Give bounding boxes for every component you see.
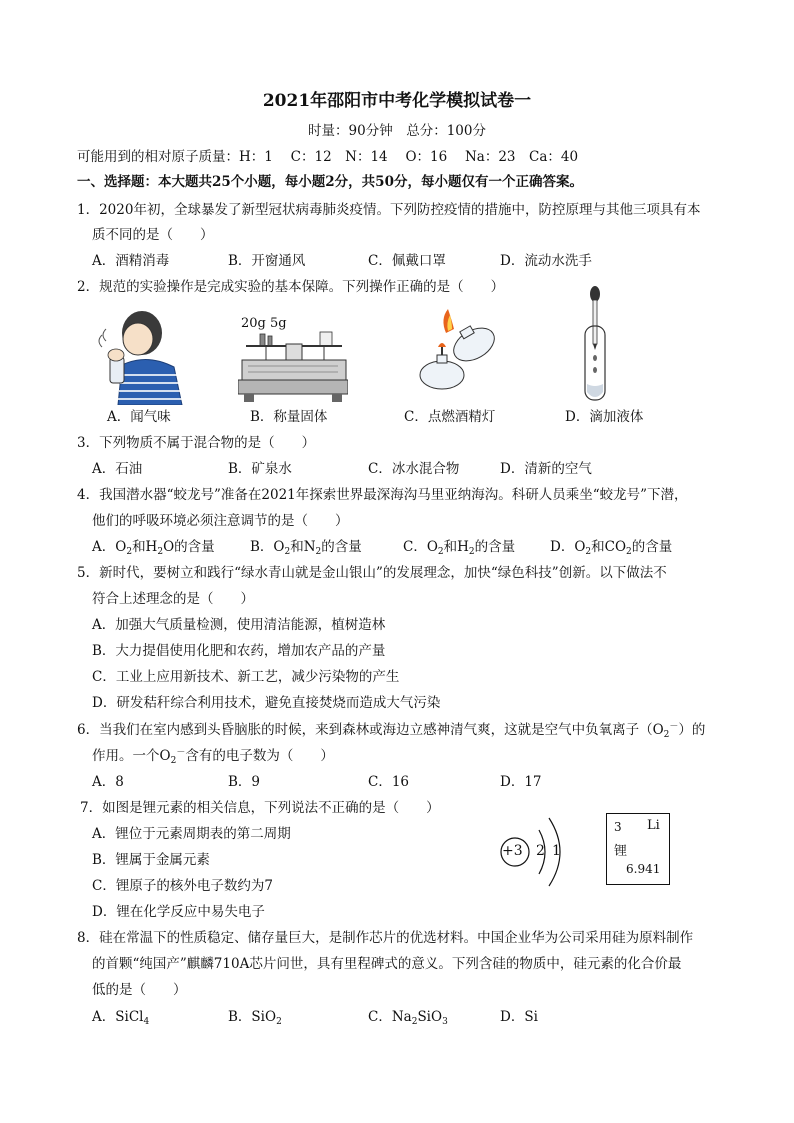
question-5-stem-cont: 符合上述理念的是（ ） xyxy=(92,591,254,607)
q7-option-b[interactable]: B．锂属于金属元素 xyxy=(92,852,210,868)
q6-option-a[interactable]: A．8 xyxy=(92,774,124,790)
q5-option-a[interactable]: A．加强大气质量检测，使用清洁能源，植树造林 xyxy=(92,617,386,633)
question-8-stem: 8．硅在常温下的性质稳定、储存量巨大，是制作芯片的优选材料。中国企业华为公司采用硅为原料制作 xyxy=(77,930,694,946)
q7-option-d[interactable]: D．锂在化学反应中易失电子 xyxy=(92,904,265,920)
q5-option-d[interactable]: D．研发秸秆综合利用技术，避免直接焚烧而造成大气污染 xyxy=(92,695,441,711)
q6-option-b[interactable]: B．9 xyxy=(228,774,261,790)
q4-option-b[interactable]: B．$O_2$和$N_2$的含量 xyxy=(250,539,362,557)
q3-option-d[interactable]: D．清新的空气 xyxy=(500,461,592,477)
element-atomic-number: 3 xyxy=(614,820,622,834)
element-atomic-mass: 6.941 xyxy=(626,862,661,876)
shell-1-electrons: 2 xyxy=(536,843,545,859)
q3-option-b[interactable]: B．矿泉水 xyxy=(228,461,292,477)
question-1-stem-cont: 质不同的是（ ） xyxy=(92,227,214,243)
q3-option-c[interactable]: C．冰水混合物 xyxy=(368,461,460,477)
balance-figure xyxy=(238,330,348,408)
question-8-stem-cont2: 低的是（ ） xyxy=(92,982,187,998)
q1-option-d[interactable]: D．流动水洗手 xyxy=(500,253,592,269)
question-1-stem: 1．2020年初，全球暴发了新型冠状病毒肺炎疫情。下列防控疫情的措施中，防控原理与其他三项具有本 xyxy=(77,202,701,218)
q7-option-a[interactable]: A．锂位于元素周期表的第二周期 xyxy=(92,826,291,842)
question-6-stem-cont: 作用。一个$O_2^-$含有的电子数为（ ） xyxy=(92,748,334,766)
q5-option-b[interactable]: B．大力提倡使用化肥和农药，增加农产品的产量 xyxy=(92,643,386,659)
element-name: 锂 xyxy=(614,844,628,859)
q3-option-a[interactable]: A．石油 xyxy=(92,461,143,477)
alcohol-lamp-figure xyxy=(410,305,510,397)
q2-option-b[interactable]: B．称量固体 xyxy=(250,409,328,425)
q4-option-a[interactable]: A．$O_2$和$H_2O$的含量 xyxy=(92,539,215,557)
q1-option-a[interactable]: A．酒精消毒 xyxy=(92,253,170,269)
question-4-stem-cont: 他们的呼吸环境必须注意调节的是（ ） xyxy=(92,513,349,529)
q2-option-a[interactable]: A．闻气味 xyxy=(107,409,171,425)
question-6-stem: 6．当我们在室内感到头昏脑胀的时候，来到森林或海边立感神清气爽，这就是空气中负氧离子$(O_2^-)$的 xyxy=(77,722,706,740)
q8-option-b[interactable]: B．SiO$_2$ xyxy=(228,1009,282,1027)
atomic-masses: 可能用到的相对原子质量：H：1 C：12 N：14 O：16 Na：23 Ca：40 xyxy=(77,149,579,165)
time-info: 时量：90分钟 总分：100分 xyxy=(308,123,486,139)
nucleus-charge: +3 xyxy=(502,843,523,859)
question-2-stem: 2．规范的实验操作是完成实验的基本保障。下列操作正确的是（ ） xyxy=(77,279,505,295)
question-8-stem-cont: 的首颗“纯国产”麒麟710A芯片问世，具有里程碑式的意义。下列含硅的物质中，硅元素的化合价最 xyxy=(92,956,682,972)
q5-option-c[interactable]: C．工业上应用新技术、新工艺，减少污染物的产生 xyxy=(92,669,400,685)
q7-option-c[interactable]: C．锂原子的核外电子数约为7 xyxy=(92,878,273,894)
q8-option-a[interactable]: A．SiCl$_4$ xyxy=(92,1009,150,1027)
q1-option-c[interactable]: C．佩戴口罩 xyxy=(368,253,446,269)
balance-weights-label: 20g 5g xyxy=(241,316,287,331)
q8-option-d[interactable]: D．Si xyxy=(500,1009,538,1025)
question-4-stem: 4．我国潜水器“蛟龙号”准备在2021年探索世界最深海沟马里亚纳海沟。科研人员乘坐“蛟龙号”下潜， xyxy=(77,487,688,503)
q8-option-c[interactable]: C．$Na_2SiO_3$ xyxy=(368,1009,448,1027)
question-7-stem: 7．如图是锂元素的相关信息，下列说法不正确的是（ ） xyxy=(80,800,440,816)
q4-option-d[interactable]: D．$O_2$和$CO_2$的含量 xyxy=(550,539,673,557)
q1-option-b[interactable]: B．开窗通风 xyxy=(228,253,306,269)
page-title: 2021年邵阳市中考化学模拟试卷一 xyxy=(262,91,532,111)
smelling-figure xyxy=(92,305,202,405)
q6-option-c[interactable]: C．16 xyxy=(368,774,410,790)
question-5-stem: 5．新时代，要树立和践行“绿水青山就是金山银山”的发展理念，加快“绿色科技”创新。以下做法不 xyxy=(77,565,667,581)
shell-2-electrons: 1 xyxy=(552,843,561,859)
question-3-stem: 3．下列物质不属于混合物的是（ ） xyxy=(77,435,316,451)
q2-option-c[interactable]: C．点燃酒精灯 xyxy=(404,409,496,425)
dropper-figure xyxy=(570,284,620,404)
q6-option-d[interactable]: D．17 xyxy=(500,774,542,790)
q2-option-d[interactable]: D．滴加液体 xyxy=(565,409,644,425)
q4-option-c[interactable]: C．$O_2$和$H_2$的含量 xyxy=(403,539,516,557)
element-symbol: Li xyxy=(647,818,660,833)
section-heading: 一、选择题：本大题共25个小题，每小题2分，共50分，每小题仅有一个正确答案。 xyxy=(77,174,583,190)
